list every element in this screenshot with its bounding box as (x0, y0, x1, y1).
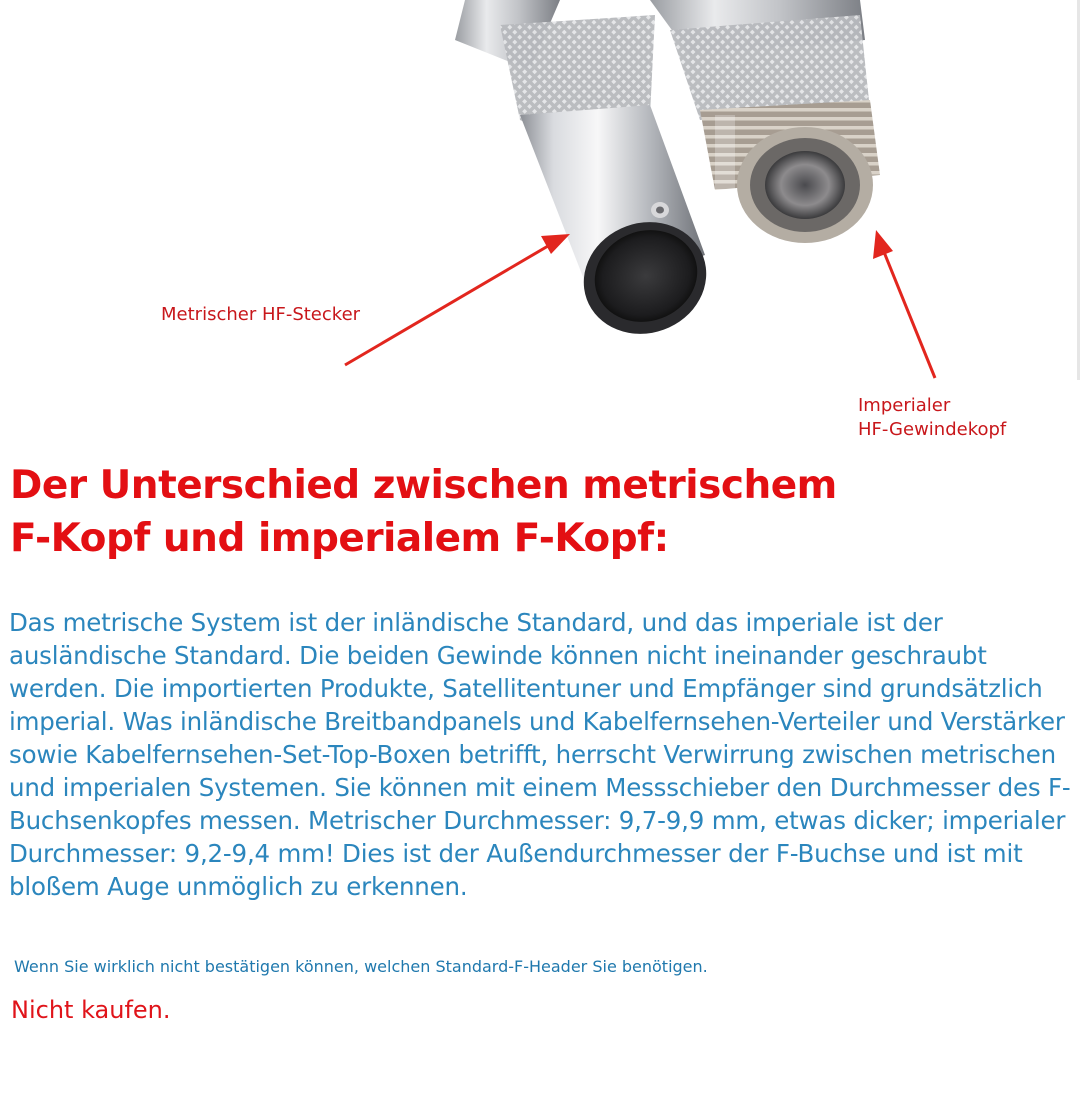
connector-photo (0, 0, 1080, 450)
metric-plug-label: Metrischer HF-Stecker (161, 304, 361, 325)
imperial-head-label (858, 394, 1006, 442)
heading-line2: F-Kopf und imperialem F-Kopf: (10, 516, 669, 561)
heading-line1: Der Unterschied zwischen metrischem (10, 463, 837, 508)
note-text: Wenn Sie wirklich nicht bestätigen können, welchen Standard-F-Header Sie benötigen. (14, 957, 708, 976)
arrow-to-imperial-head (873, 230, 935, 378)
arrow-to-metric-plug (345, 234, 570, 365)
imperial-head-label-line1: Imperialer (858, 395, 951, 416)
warning-text: Nicht kaufen. (11, 996, 171, 1024)
imperial-head-label-line2: HF-Gewindekopf (858, 419, 1007, 440)
page-heading (10, 459, 1070, 565)
body-paragraph: Das metrische System ist der inländische Standard, und das imperiale ist der ausländische Standard. Die beiden Gewinde können nicht ineinander geschraubt werden. Die importierten Produkte, Satellitentuner und Empfänger sind grundsätzlich imperial. Was inländische Breitbandpanels und Kabelfernsehen-Verteiler und Verstärker sowie Kabelfernsehen-Set-Top-Boxen betrifft, herrscht Verwirrung zwischen metrischen und imperialen Systemen. Sie können mit einem Messschieber den Durchmesser des F-Buchsenkopfes messen. Metrischer Durchmesser: 9,7-9,9 mm, etwas dicker; imperialer Durchmesser: 9,2-9,4 mm! Dies ist der Außendurchmesser der F-Buchse und ist mit bloßem Auge unmöglich zu erkennen. (9, 608, 1071, 901)
